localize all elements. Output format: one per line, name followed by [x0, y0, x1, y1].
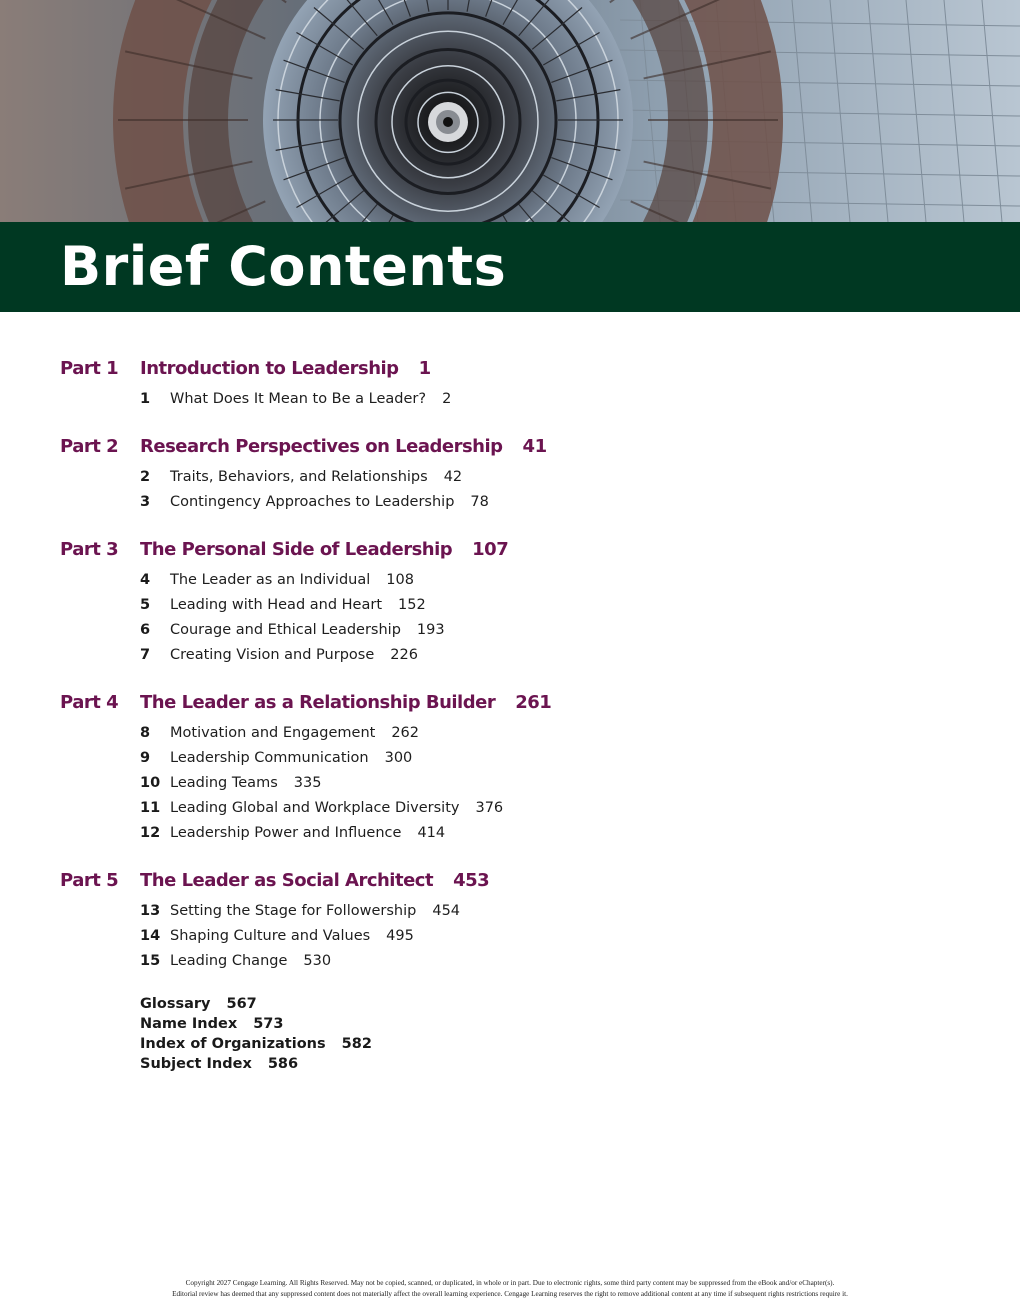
- chapter-page-number: 262: [391, 725, 420, 741]
- chapter-page-number: 2: [442, 391, 452, 407]
- part-title: The Personal Side of Leadership: [140, 539, 453, 560]
- chapter-entry[interactable]: [140, 796, 960, 821]
- chapter-page-number: 300: [384, 750, 413, 766]
- part-label: Part 3: [60, 539, 119, 560]
- chapter-entry[interactable]: [140, 643, 960, 668]
- chapter-title: Leadership Power and Influence: [170, 825, 402, 841]
- chapter-title: Leading Teams: [170, 775, 278, 791]
- chapter-number: 4: [140, 572, 151, 588]
- chapter-title: What Does It Mean to Be a Leader?: [170, 391, 427, 407]
- part-heading[interactable]: [60, 688, 960, 718]
- chapter-page-number: 376: [475, 800, 504, 816]
- back-matter-title: Name Index: [140, 1016, 238, 1032]
- spiral-staircase-icon: [0, 0, 1020, 222]
- title-band: [0, 222, 1020, 312]
- chapter-title: Contingency Approaches to Leadership: [170, 494, 455, 510]
- chapter-list: [140, 568, 960, 668]
- part-label: Part 2: [60, 436, 119, 457]
- chapter-entry[interactable]: [140, 568, 960, 593]
- chapter-title: Motivation and Engagement: [170, 725, 376, 741]
- chapter-list: [140, 387, 960, 412]
- chapter-title: Traits, Behaviors, and Relationships: [170, 469, 428, 485]
- chapter-entry[interactable]: [140, 924, 960, 949]
- chapter-number: 8: [140, 725, 151, 741]
- part-3: [60, 535, 960, 668]
- chapter-number: 1: [140, 391, 151, 407]
- chapter-number: 11: [140, 800, 161, 816]
- chapter-number: 2: [140, 469, 151, 485]
- copyright-notice: [80, 1278, 940, 1300]
- part-2: [60, 432, 960, 515]
- chapter-entry[interactable]: [140, 465, 960, 490]
- part-title: The Leader as a Relationship Builder: [140, 692, 496, 713]
- chapter-title: Shaping Culture and Values: [170, 928, 371, 944]
- part-page-number: 1: [418, 358, 431, 379]
- back-matter-page-number: 582: [341, 1036, 372, 1052]
- chapter-title: Leading Global and Workplace Diversity: [170, 800, 460, 816]
- chapter-entry[interactable]: [140, 821, 960, 846]
- part-label: Part 4: [60, 692, 119, 713]
- part-heading[interactable]: [60, 354, 960, 384]
- chapter-number: 14: [140, 928, 161, 944]
- part-title: Research Perspectives on Leadership: [140, 436, 503, 457]
- part-label: Part 1: [60, 358, 119, 379]
- part-title: The Leader as Social Architect: [140, 870, 434, 891]
- chapter-title: Leading with Head and Heart: [170, 597, 383, 613]
- back-matter-glossary[interactable]: [140, 994, 960, 1014]
- copyright-line: Editorial review has deemed that any suppressed content does not materially affect the overall learning experience. Cengage Learning reserves the right to remove additional content at any time if subsequent rights restrictions require it.: [172, 1290, 848, 1298]
- page-title: Brief Contents: [60, 235, 507, 298]
- part-page-number: 41: [522, 436, 547, 457]
- part-1: [60, 354, 960, 412]
- chapter-page-number: 335: [293, 775, 322, 791]
- chapter-title: Setting the Stage for Followership: [170, 903, 417, 919]
- back-matter-title: Glossary: [140, 996, 211, 1012]
- chapter-page-number: 42: [443, 469, 463, 485]
- back-matter-subject-index[interactable]: [140, 1054, 960, 1074]
- chapter-entry[interactable]: [140, 949, 960, 974]
- chapter-page-number: 414: [417, 825, 446, 841]
- chapter-entry[interactable]: [140, 593, 960, 618]
- chapter-title: Leadership Communication: [170, 750, 369, 766]
- chapter-number: 13: [140, 903, 161, 919]
- back-matter-name-index[interactable]: [140, 1014, 960, 1034]
- chapter-list: [140, 465, 960, 515]
- chapter-page-number: 530: [303, 953, 332, 969]
- chapter-title: Creating Vision and Purpose: [170, 647, 375, 663]
- brief-contents-list: [60, 354, 960, 1074]
- back-matter-page-number: 567: [226, 996, 257, 1012]
- back-matter-title: Index of Organizations: [140, 1036, 326, 1052]
- chapter-title: Leading Change: [170, 953, 288, 969]
- back-matter-title: Subject Index: [140, 1056, 252, 1072]
- chapter-number: 7: [140, 647, 151, 663]
- chapter-page-number: 152: [398, 597, 426, 613]
- chapter-entry[interactable]: [140, 618, 960, 643]
- spiral-staircase-photo: [0, 0, 1020, 222]
- part-title: Introduction to Leadership: [140, 358, 399, 379]
- chapter-number: 3: [140, 494, 151, 510]
- chapter-entry[interactable]: [140, 490, 960, 515]
- chapter-title: Courage and Ethical Leadership: [170, 622, 401, 638]
- part-page-number: 453: [453, 870, 490, 891]
- chapter-page-number: 78: [470, 494, 489, 510]
- part-5: [60, 866, 960, 974]
- back-matter-page-number: 586: [267, 1056, 299, 1072]
- back-matter-page-number: 573: [253, 1016, 284, 1032]
- chapter-entry[interactable]: [140, 746, 960, 771]
- chapter-number: 6: [140, 622, 151, 638]
- chapter-number: 15: [140, 953, 161, 969]
- chapter-entry[interactable]: [140, 721, 960, 746]
- part-4: [60, 688, 960, 846]
- back-matter-index-of-organizations[interactable]: [140, 1034, 960, 1054]
- copyright-line: Copyright 2027 Cengage Learning. All Rights Reserved. May not be copied, scanned, or duplicated, in whole or in part. Due to electronic rights, some third party content may be suppressed from the eBook and/or eChapter(s).: [185, 1279, 835, 1287]
- chapter-page-number: 226: [390, 647, 418, 663]
- chapter-page-number: 495: [386, 928, 414, 944]
- chapter-page-number: 454: [432, 903, 461, 919]
- chapter-number: 5: [140, 597, 151, 613]
- chapter-title: The Leader as an Individual: [170, 572, 371, 588]
- part-heading[interactable]: [60, 866, 960, 896]
- chapter-list: [140, 899, 960, 974]
- part-label: Part 5: [60, 870, 119, 891]
- chapter-list: [140, 721, 960, 846]
- chapter-number: 9: [140, 750, 151, 766]
- part-heading[interactable]: [60, 535, 960, 565]
- chapter-number: 12: [140, 825, 161, 841]
- chapter-page-number: 193: [416, 622, 445, 638]
- back-matter-list: [140, 994, 960, 1074]
- chapter-entry[interactable]: [140, 899, 960, 924]
- chapter-entry[interactable]: [140, 771, 960, 796]
- part-heading[interactable]: [60, 432, 960, 462]
- part-page-number: 107: [472, 539, 509, 560]
- chapter-page-number: 108: [386, 572, 414, 588]
- part-page-number: 261: [515, 692, 552, 713]
- chapter-number: 10: [140, 775, 161, 791]
- chapter-entry[interactable]: [140, 387, 960, 412]
